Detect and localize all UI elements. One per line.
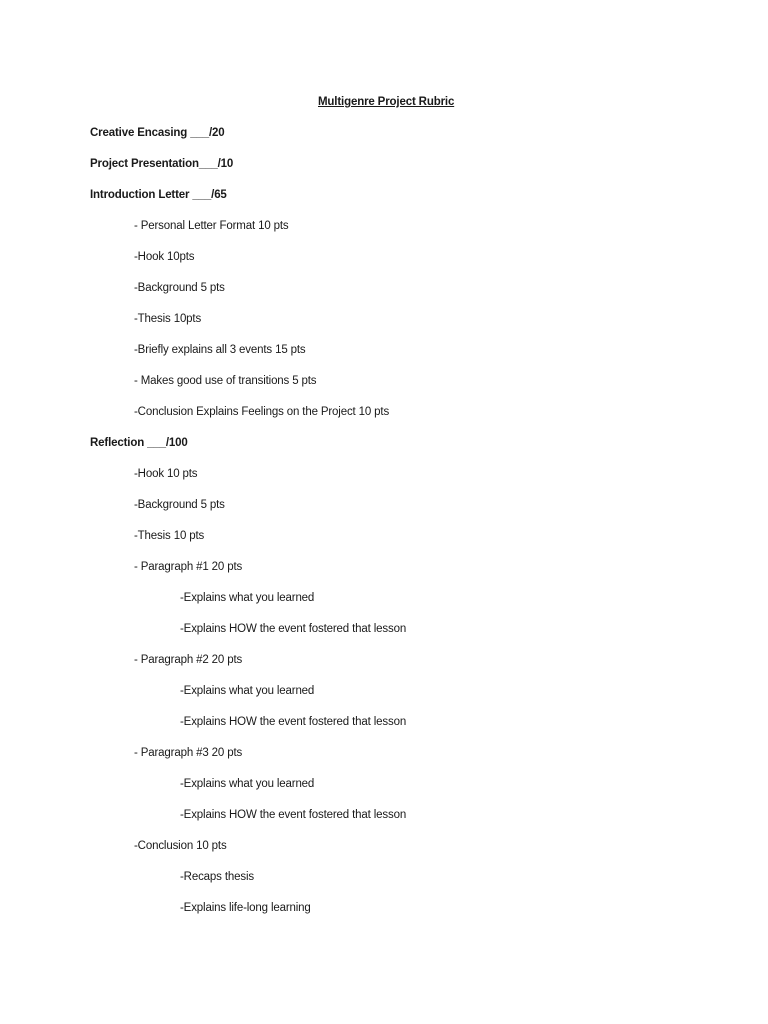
rubric-item: -Background 5 pts <box>134 282 225 294</box>
rubric-item: -Hook 10pts <box>134 251 195 263</box>
rubric-subitem: -Explains what you learned <box>180 685 315 697</box>
rubric-item: - Paragraph #2 20 pts <box>134 654 243 666</box>
rubric-item: -Briefly explains all 3 events 15 pts <box>134 344 306 356</box>
rubric-subitem: -Explains life-long learning <box>180 902 311 914</box>
rubric-item: - Paragraph #1 20 pts <box>134 561 243 573</box>
rubric-section-reflection: Reflection ___/100 <box>90 437 188 449</box>
rubric-item: -Conclusion 10 pts <box>134 840 227 852</box>
rubric-section-project-presentation: Project Presentation___/10 <box>90 158 234 170</box>
rubric-subitem: -Recaps thesis <box>180 871 254 883</box>
rubric-item: -Conclusion Explains Feelings on the Project 10 pts <box>134 406 390 418</box>
rubric-item: -Hook 10 pts <box>134 468 198 480</box>
rubric-section-introduction-letter: Introduction Letter ___/65 <box>90 189 227 201</box>
rubric-item: -Thesis 10 pts <box>134 530 205 542</box>
rubric-subitem: -Explains what you learned <box>180 592 315 604</box>
rubric-item: - Makes good use of transitions 5 pts <box>134 375 317 387</box>
rubric-item: - Personal Letter Format 10 pts <box>134 220 289 232</box>
rubric-item: -Background 5 pts <box>134 499 225 511</box>
document-title: Multigenre Project Rubric <box>318 96 455 108</box>
rubric-item: - Paragraph #3 20 pts <box>134 747 243 759</box>
rubric-subitem: -Explains what you learned <box>180 778 315 790</box>
rubric-subitem: -Explains HOW the event fostered that lesson <box>180 623 407 635</box>
rubric-subitem: -Explains HOW the event fostered that lesson <box>180 716 407 728</box>
rubric-item: -Thesis 10pts <box>134 313 202 325</box>
rubric-subitem: -Explains HOW the event fostered that lesson <box>180 809 407 821</box>
rubric-section-creative-encasing: Creative Encasing ___/20 <box>90 127 225 139</box>
